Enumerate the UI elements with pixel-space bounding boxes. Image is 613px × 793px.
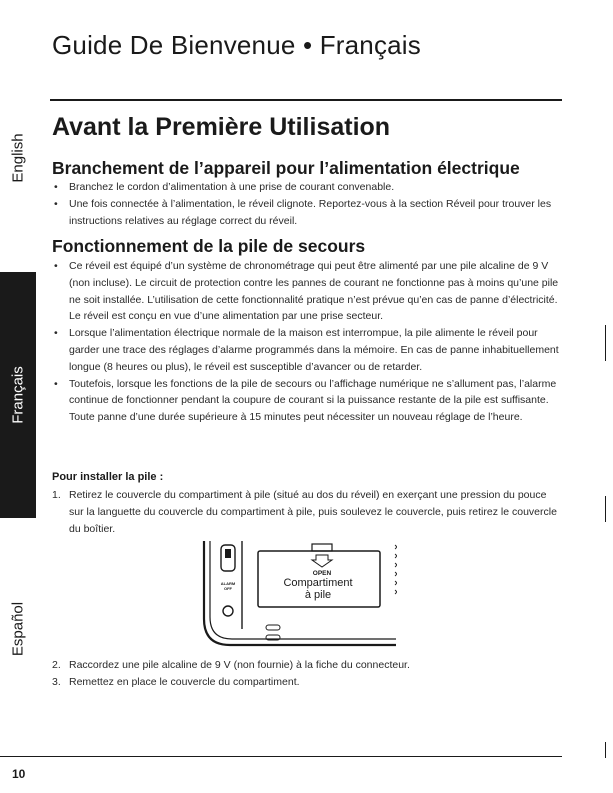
alarm-off-label-line1: ALARM <box>220 581 236 586</box>
side-tab-francais-label: Français <box>9 366 27 424</box>
main-heading: Avant la Première Utilisation <box>52 113 391 141</box>
install-steps <box>52 487 562 537</box>
section-heading-backup: Fonctionnement de la pile de secours <box>52 236 366 256</box>
install-steps-continued <box>52 657 562 691</box>
compartment-label-line1: Compartiment <box>283 577 353 589</box>
step-text: Retirez le couvercle du compartiment à pile (situé au dos du réveil) en exerçant une pression du pouce sur la languette du couvercle du compartiment à pile, puis soulevez le couvercle, puis retirez le couvercle du boîtier. <box>69 489 557 535</box>
page-number: 10 <box>12 767 26 781</box>
footer-divider <box>0 756 562 757</box>
step-number: 2. <box>52 659 61 671</box>
margin-mark <box>605 325 606 361</box>
side-tab-espanol-label: Español <box>9 601 27 657</box>
list-item: • Une fois connectée à l’alimentation, le réveil clignote. Reportez-vous à la section Réveil pour trouver les instructions relatives au réglage correct du réveil. <box>52 196 562 230</box>
battery-compartment-illustration <box>196 541 406 653</box>
step-number: 1. <box>52 489 61 501</box>
step-item <box>52 674 562 691</box>
install-heading: Pour installer la pile : <box>52 471 164 483</box>
compartment-label-line2: à pile <box>304 589 332 601</box>
list-item: • Lorsque l’alimentation électrique normale de la maison est interrompue, la pile alimente le réveil pour garder une trace des réglages d’alarme programmés dans la mémoire. En cas de panne inhabituellement longue (8 heures ou plus), le réveil est susceptible d’avancer ou de retarder. <box>52 325 562 375</box>
step-text: Remettez en place le couvercle du compartiment. <box>69 675 300 688</box>
step-item <box>52 657 562 674</box>
margin-mark <box>605 496 606 522</box>
list-item: • Toutefois, lorsque les fonctions de la pile de secours ou l’affichage numérique ne s’allument pas, l’alarme continue de fonctionner pendant la coupure de courant si la puissance restante de la pile est suffisante. Toute panne d’une durée supérieure à 15 minutes peut nécessiter un nouveau réglage de l’heure. <box>52 376 562 426</box>
side-tab-english[interactable] <box>0 118 36 198</box>
margin-mark <box>605 742 606 758</box>
side-tab-espanol[interactable] <box>0 584 36 674</box>
side-tab-francais[interactable] <box>0 272 36 518</box>
list-item: • Ce réveil est équipé d’un système de chronométrage qui peut être alimenté par une pile alcaline de 9 V (non incluse). Le circuit de protection contre les pannes de courant ne fonctionne pas à moins qu’une pile ne soit installée. L’utilisation de cette fonctionnalité pratique n’est prévue qu’en cas de panne d’électricité. Le réveil est conçu en vue d’une alimentation par une prise secteur. <box>52 258 562 325</box>
open-label: OPEN <box>312 570 332 577</box>
list-item: • Branchez le cordon d’alimentation à une prise de courant convenable. <box>52 179 562 196</box>
step-text: Raccordez une pile alcaline de 9 V (non fournie) à la fiche du connecteur. <box>69 659 410 671</box>
side-tab-english-label: English <box>9 133 27 183</box>
backup-bullet-list <box>52 258 562 426</box>
title-divider <box>50 99 562 101</box>
section-heading-power: Branchement de l’appareil pour l’alimentation électrique <box>52 158 520 178</box>
alarm-off-label-line2: OFF <box>224 586 232 591</box>
power-bullet-list <box>52 179 562 229</box>
step-item <box>52 487 562 537</box>
step-number: 3. <box>52 675 61 688</box>
page-title: Guide De Bienvenue • Français <box>52 30 421 60</box>
